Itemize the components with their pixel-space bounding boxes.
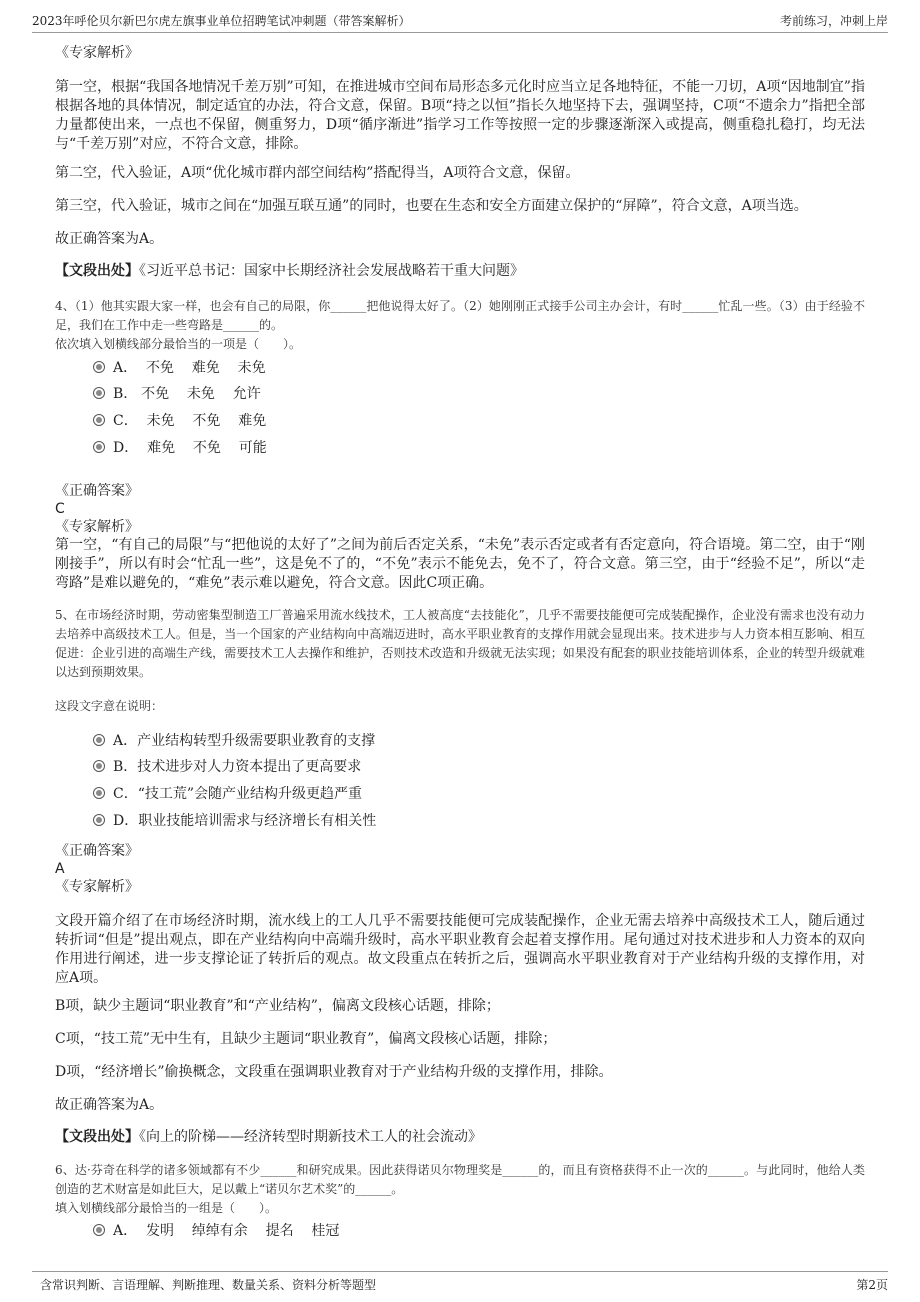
q5-analysis-para4: D项，“经济增长”偷换概念，文段重在强调职业教育对于产业结构升级的支撑作用，排除。: [55, 1064, 613, 1080]
radio-icon[interactable]: [93, 414, 105, 426]
q3-analysis-tag: 《专家解析》: [55, 45, 139, 61]
radio-icon[interactable]: [93, 760, 105, 772]
answer-tag: 《正确答案》: [55, 483, 139, 499]
q5-question: 这段文字意在说明：: [55, 699, 164, 713]
q3-analysis-para2: 第二空，代入验证，A项“优化城市群内部空间结构”搭配得当，A项符合文意，保留。: [55, 165, 580, 181]
source-label: 【文段出处】: [55, 263, 139, 279]
analysis-text: 第一空，“有自己的局限”与“把他说的太好了”之间为前后否定关系，“未免”表示否定或者有否定意向，符合语境。第二空，由于“刚刚接手”，所以有时会“忙乱一些”，这是免不了的，“不免”表示不能免去，免不了，符合文意。第三空，由于“经验不足”，所以“走弯路”是难以避免的，“难免”表示难以避免，符合文意。因此C项正确。: [55, 537, 865, 591]
radio-icon[interactable]: [93, 814, 105, 826]
q5-option-d[interactable]: D．职业技能培训需求与经济增长有相关性: [93, 811, 376, 831]
answer-value: A: [55, 861, 65, 877]
q5-answer-block: [55, 842, 865, 896]
q5-option-c[interactable]: C．“技工荒”会随产业结构升级更趋严重: [93, 784, 362, 804]
q5-conclusion: 故正确答案为A。: [55, 1097, 164, 1113]
q3-analysis-para3: 第三空，代入验证，城市之间在“加强互联互通”的同时，也要在生态和安全方面建立保护的“屏障”，符合文意，A项当选。: [55, 198, 808, 214]
q6-option-a[interactable]: A． 发明 绰绰有余 提名 桂冠: [93, 1221, 339, 1241]
q5-stem: 5、在市场经济时期，劳动密集型制造工厂普遍采用流水线技术，工人被高度“去技能化”，几乎不需要技能便可完成装配操作，企业没有需求也没有动力去培养中高级技术工人。但是，当一个国家的产业结构向中高端迈进时，高水平职业教育的支撑作用就会显现出来。技术进步与人力资本相互影响、相互促进：企业引进的高端生产线，需要技术工人去操作和维护，否则技术改造和升级就无法实现；如果没有配套的职业技能培训体系，企业的转型升级就难以达到预期效果。: [55, 608, 865, 679]
header-title: 2023年呼伦贝尔新巴尔虎左旗事业单位招聘笔试冲刺题（带答案解析）: [32, 14, 411, 28]
page-footer: [32, 1271, 888, 1294]
q6-stem: 6、达·芬奇在科学的诸多领域都有不少______和研究成果。因此获得诺贝尔物理奖是______的，而且有资格获得不止一次的______。与此同时，他给人类创造的艺术财富是如此巨大，足以戴上“诺贝尔艺术奖”的______。 填入划横线部分最恰当的一组是（ ）。: [55, 1163, 865, 1215]
q4-stem: 4、（1）他其实跟大家一样，也会有自己的局限，你______把他说得太好了。（2）她刚刚正式接手公司主办会计，有时______忙乱一些。（3）由于经验不足，我们在工作中走一些弯路是______的。 依次填入划横线部分最恰当的一项是（ ）。: [55, 299, 865, 351]
page-number: 第2页: [856, 1278, 888, 1292]
source-text: 《习近平总书记：国家中长期经济社会发展战略若干重大问题》: [139, 263, 524, 279]
q5-option-b[interactable]: B．技术进步对人力资本提出了更高要求: [93, 757, 361, 777]
answer-value: C: [55, 501, 65, 517]
radio-icon[interactable]: [93, 734, 105, 746]
radio-icon[interactable]: [93, 361, 105, 373]
answer-tag: 《正确答案》: [55, 843, 139, 859]
q5-analysis-para1: 文段开篇介绍了在市场经济时期，流水线上的工人几乎不需要技能便可完成装配操作，企业无需去培养中高级技术工人，随后通过转折词“但是”提出观点，即在产业结构向中高端升级时，高水平职业教育会起着支撑作用。尾句通过对技术进步和人力资本的双向作用进行阐述，进一步支撑论证了转折后的观点。故文段重点在转折之后，强调高水平职业教育对于产业结构升级的支撑作用，对应A项。: [55, 913, 865, 986]
radio-icon[interactable]: [93, 1224, 105, 1236]
q3-conclusion: 故正确答案为A。: [55, 231, 164, 247]
q3-analysis-para1: 第一空，根据“我国各地情况千差万别”可知，在推进城市空间布局形态多元化时应当立足各地特征，不能一刀切，A项“因地制宜”指根据各地的具体情况，制定适宜的办法，符合文意，保留。B项“持之以恒”指长久地坚持下去，强调坚持，C项“不遗余力”指把全部力量都使出来，一点也不保留，侧重努力，D项“循序渐进”指学习工作等按照一定的步骤逐渐深入或提高，侧重稳扎稳打，均无法与“千差万别”对应，不符合文意，排除。: [55, 79, 865, 152]
q4-answer-block: [55, 482, 865, 593]
q4-option-d[interactable]: D． 难免 不免 可能: [93, 438, 267, 458]
page-header: [32, 10, 888, 33]
analysis-tag: 《专家解析》: [55, 519, 139, 535]
q4-option-a[interactable]: A． 不免 难免 未免: [93, 358, 266, 378]
radio-icon[interactable]: [93, 441, 105, 453]
header-slogan: 考前练习，冲刺上岸: [779, 14, 888, 28]
source-text: 《向上的阶梯——经济转型时期新技术工人的社会流动》: [139, 1129, 482, 1145]
analysis-tag: 《专家解析》: [55, 879, 139, 895]
radio-icon[interactable]: [93, 387, 105, 399]
q3-source: [55, 262, 865, 280]
q5-analysis-para3: C项，“技工荒”无中生有，且缺少主题词“职业教育”，偏离文段核心话题，排除；: [55, 1031, 557, 1047]
q5-option-a[interactable]: A．产业结构转型升级需要职业教育的支撑: [93, 731, 375, 751]
radio-icon[interactable]: [93, 787, 105, 799]
q5-analysis-para2: B项，缺少主题词“职业教育”和“产业结构”，偏离文段核心话题，排除；: [55, 998, 500, 1014]
footer-note: 含常识判断、言语理解、判断推理、数量关系、资料分析等题型: [40, 1278, 377, 1292]
q4-option-c[interactable]: C． 未免 不免 难免: [93, 411, 266, 431]
q4-option-b[interactable]: B. 不免 未免 允许: [93, 384, 261, 404]
q5-source: [55, 1128, 865, 1146]
source-label: 【文段出处】: [55, 1129, 139, 1145]
